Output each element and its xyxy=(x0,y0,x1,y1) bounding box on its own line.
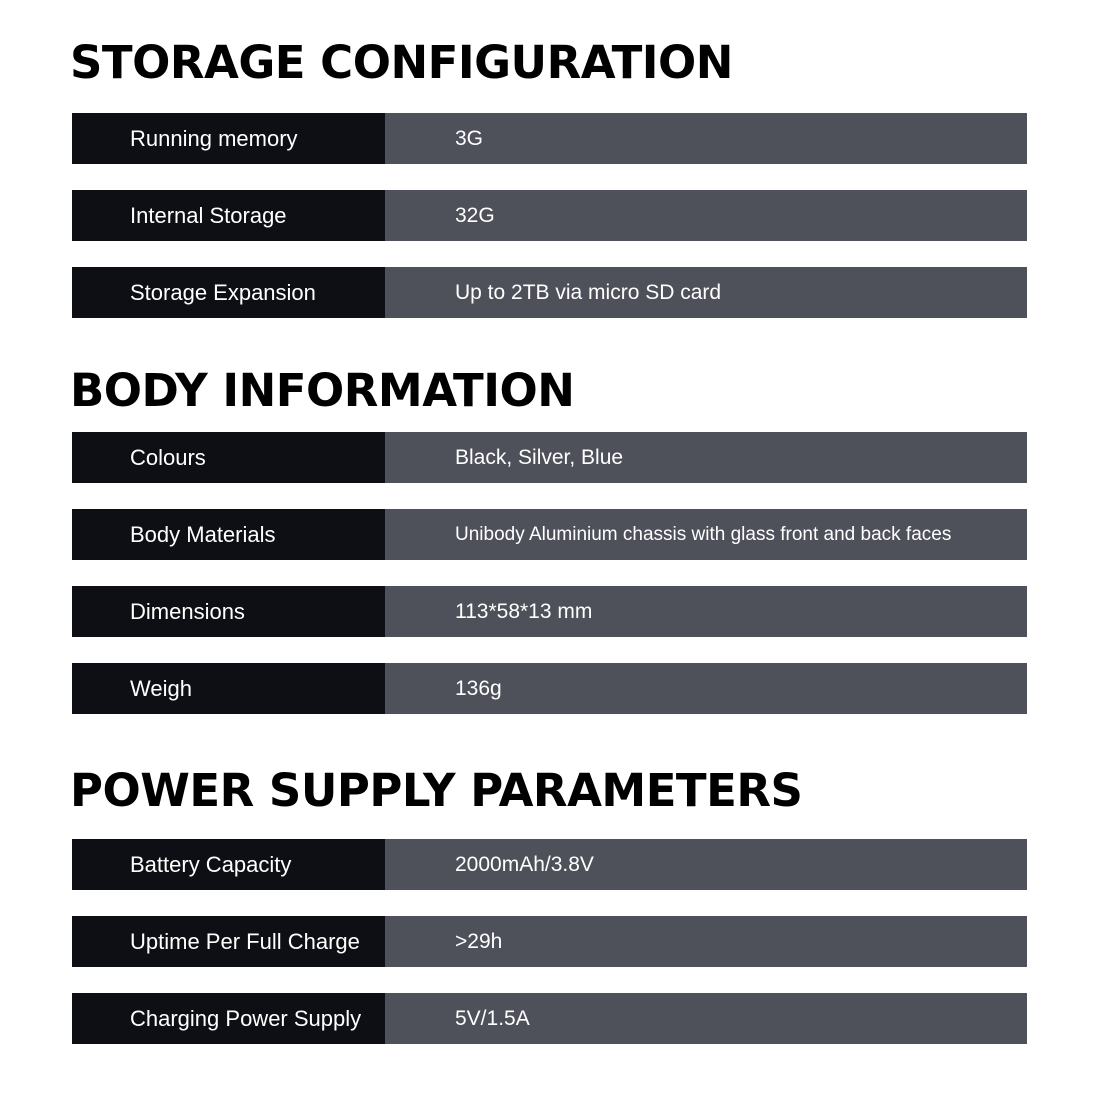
spec-value: Black, Silver, Blue xyxy=(385,432,1027,483)
spec-value: >29h xyxy=(385,916,1027,967)
spec-value: 5V/1.5A xyxy=(385,993,1027,1044)
spec-label: Battery Capacity xyxy=(72,839,385,890)
spec-row-charging-power xyxy=(72,993,1027,1044)
spec-label: Body Materials xyxy=(72,509,385,560)
spec-row-internal-storage xyxy=(72,190,1027,241)
spec-value: 32G xyxy=(385,190,1027,241)
spec-label: Dimensions xyxy=(72,586,385,637)
spec-row-colours xyxy=(72,432,1027,483)
spec-row-uptime xyxy=(72,916,1027,967)
spec-value: Up to 2TB via micro SD card xyxy=(385,267,1027,318)
section-title-body: BODY INFORMATION xyxy=(70,364,575,417)
spec-row-storage-expansion xyxy=(72,267,1027,318)
spec-value: 136g xyxy=(385,663,1027,714)
spec-row-running-memory xyxy=(72,113,1027,164)
spec-label: Colours xyxy=(72,432,385,483)
spec-label: Internal Storage xyxy=(72,190,385,241)
section-title-power: POWER SUPPLY PARAMETERS xyxy=(70,764,803,817)
spec-label: Running memory xyxy=(72,113,385,164)
spec-row-weigh xyxy=(72,663,1027,714)
section-title-storage: STORAGE CONFIGURATION xyxy=(70,36,733,89)
spec-value: 113*58*13 mm xyxy=(385,586,1027,637)
spec-value: 2000mAh/3.8V xyxy=(385,839,1027,890)
spec-label: Storage Expansion xyxy=(72,267,385,318)
spec-row-battery-capacity xyxy=(72,839,1027,890)
spec-label: Weigh xyxy=(72,663,385,714)
spec-row-dimensions xyxy=(72,586,1027,637)
spec-value: Unibody Aluminium chassis with glass front and back faces xyxy=(385,509,1027,560)
spec-value: 3G xyxy=(385,113,1027,164)
spec-row-body-materials xyxy=(72,509,1027,560)
spec-label: Charging Power Supply xyxy=(72,993,385,1044)
spec-label: Uptime Per Full Charge xyxy=(72,916,385,967)
